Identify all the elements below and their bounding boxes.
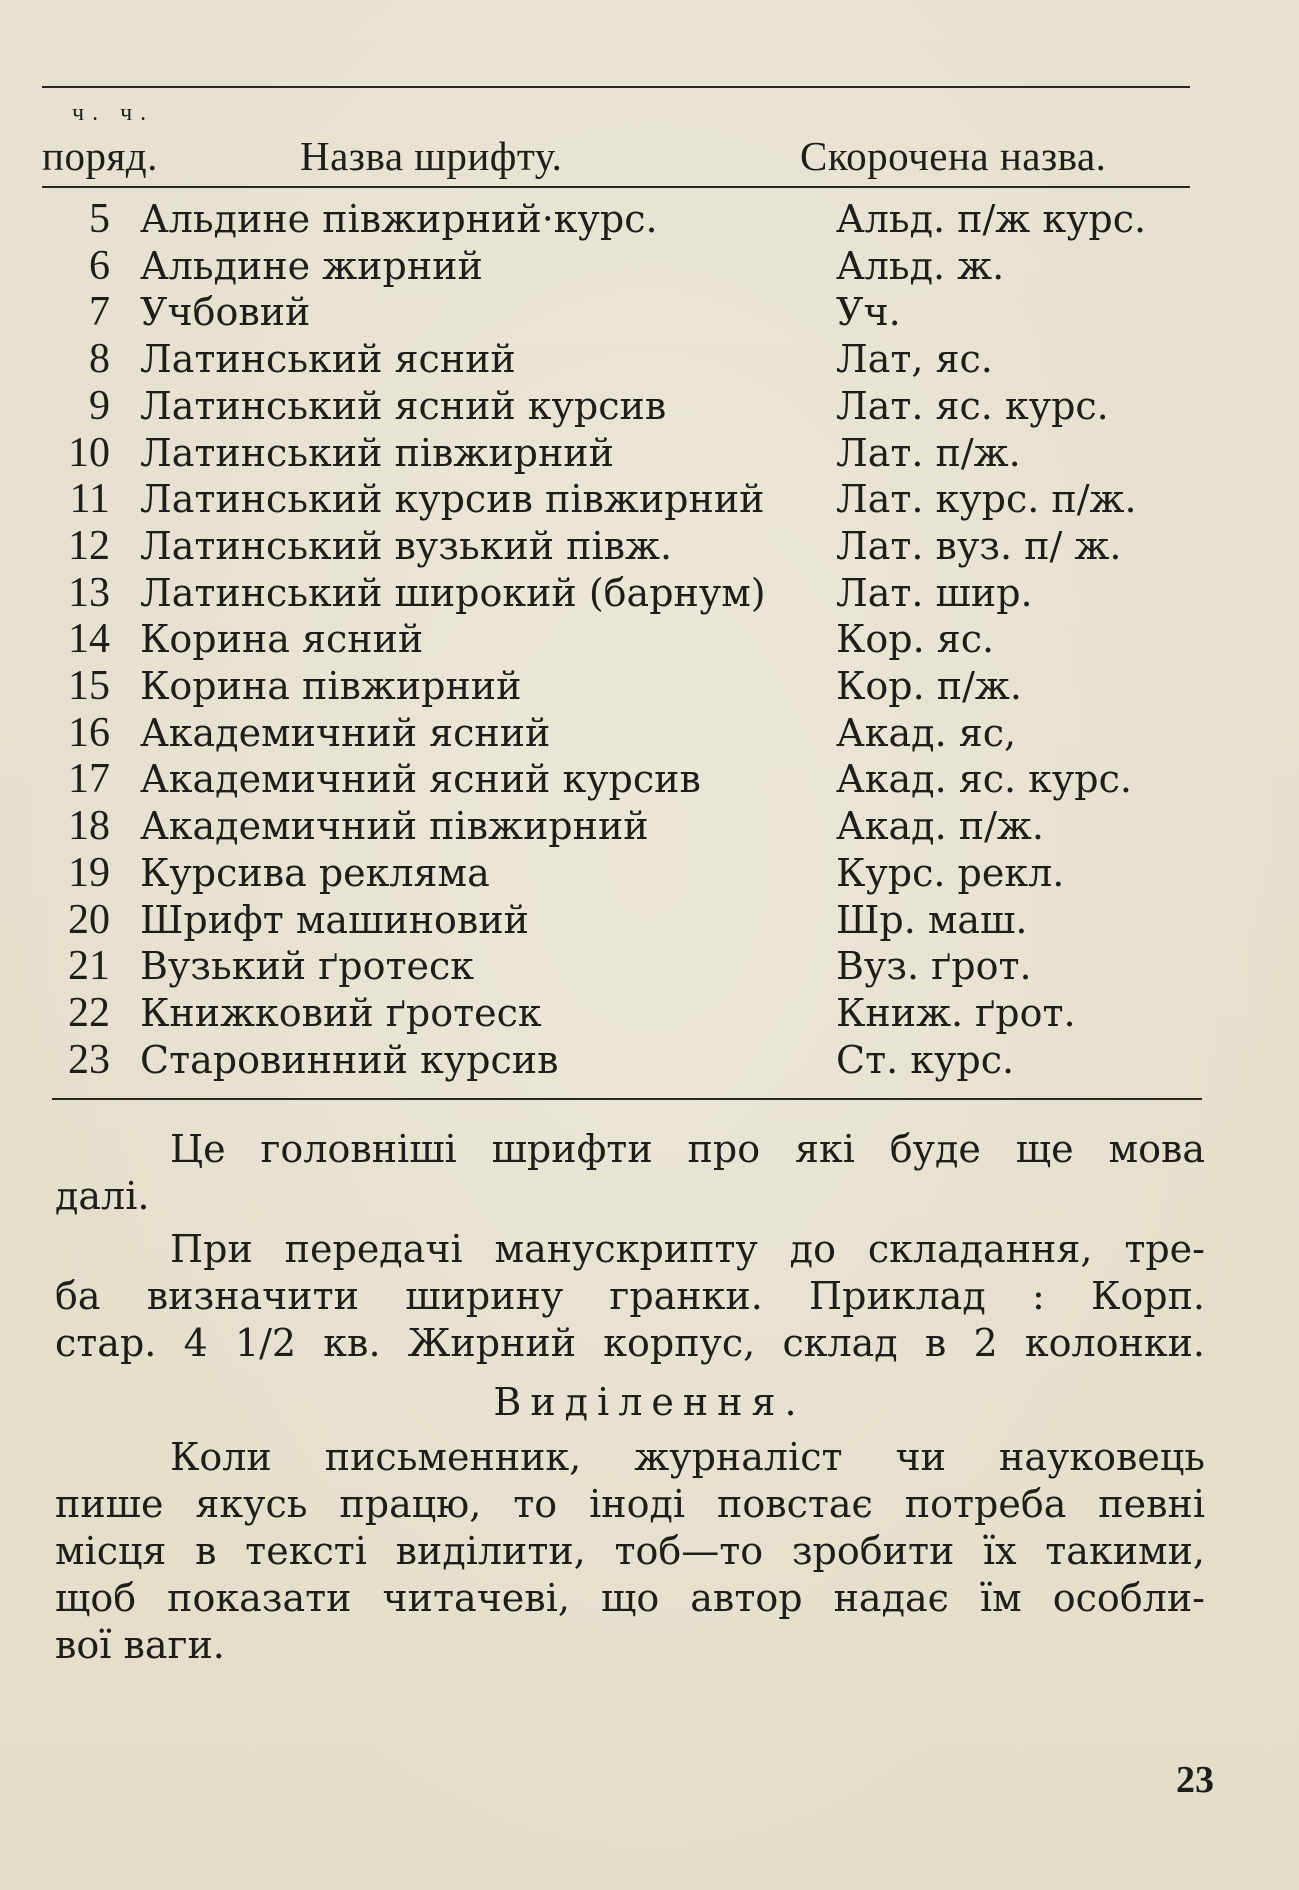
font-name: Альдине півжирний·курс. (140, 197, 658, 241)
table-row (40, 663, 1210, 710)
paragraph-line: далі. (55, 1174, 150, 1218)
table-row (40, 430, 1210, 477)
row-number: 10 (68, 429, 110, 476)
font-abbreviation: Книж. ґрот. (836, 990, 1076, 1035)
font-name: Корина півжирний (140, 664, 522, 709)
row-number: 19 (68, 849, 110, 896)
row-number: 14 (68, 616, 110, 663)
font-name: Вузький ґротеск (140, 944, 475, 989)
table-row (40, 196, 1210, 243)
table-row (40, 1037, 1210, 1084)
header-num-abbrev: ч. ч. (72, 100, 155, 126)
font-name: Книжковий ґротеск (140, 990, 542, 1035)
font-abbreviation: Курс. рекл. (836, 850, 1065, 895)
row-number: 20 (68, 896, 110, 943)
font-abbreviation: Лат. вуз. п/ ж. (836, 523, 1122, 568)
font-name: Академичний ясний (140, 710, 551, 755)
font-name: Корина ясний (140, 617, 424, 662)
font-abbreviation: Акад. п/ж. (836, 804, 1044, 849)
font-name: Латинський широкий (барнум) (140, 570, 766, 615)
font-name: Академичний ясний курсив (140, 757, 701, 802)
font-abbreviation: Лат. курс. п/ж. (836, 477, 1137, 522)
top-rule (42, 86, 1190, 88)
font-name: Латинський ясний (140, 337, 516, 382)
font-name: Латинський ясний курсив (140, 383, 667, 428)
table-bottom-rule (52, 1098, 1202, 1100)
table-row (40, 383, 1210, 430)
font-abbreviation: Шр. маш. (836, 897, 1028, 942)
paragraph-main-fonts (55, 1126, 1205, 1220)
font-name: Курсива рекляма (140, 850, 490, 895)
row-number: 23 (68, 1036, 110, 1083)
paragraph-line: щоб показати читачеві, що автор надає їм особли- (55, 1576, 1205, 1620)
row-number: 17 (68, 756, 110, 803)
font-abbreviation: Лат. п/ж. (836, 430, 1021, 475)
row-number: 21 (68, 943, 110, 990)
header-col-number: поряд. (42, 133, 158, 179)
font-abbreviation: Акад. яс. курс. (836, 757, 1132, 802)
font-table-body (40, 196, 1210, 1083)
font-table (40, 196, 1210, 1083)
table-row (40, 336, 1210, 383)
paragraph-line: місця в тексті виділити, тоб—то зробити їх такими, (55, 1529, 1205, 1573)
font-abbreviation: Лат. шир. (836, 570, 1033, 615)
paragraph-line: стар. 4 1/2 кв. Жирний корпус, склад в 2 колонки. (55, 1321, 1205, 1365)
row-number: 6 (89, 242, 110, 289)
font-name: Латинський вузький півж. (140, 523, 673, 568)
header-col-name: Назва шрифту. (300, 133, 563, 179)
table-row (40, 523, 1210, 570)
font-abbreviation: Альд. ж. (836, 243, 1005, 288)
row-number: 12 (68, 522, 110, 569)
table-row (40, 850, 1210, 897)
row-number: 22 (68, 989, 110, 1036)
header-rule (42, 186, 1190, 188)
section-heading: Виділення. (493, 1380, 806, 1424)
table-row (40, 990, 1210, 1037)
font-abbreviation: Акад. яс, (836, 710, 1017, 755)
font-abbreviation: Кор. яс. (836, 617, 995, 662)
table-row (40, 803, 1210, 850)
row-number: 15 (68, 663, 110, 710)
font-name: Академичний півжирний (140, 804, 649, 849)
row-number: 11 (69, 476, 110, 523)
table-row (40, 243, 1210, 290)
table-row (40, 710, 1210, 757)
paragraph-line: При передачі манускрипту до складання, тре- (170, 1227, 1205, 1271)
row-number: 8 (89, 336, 110, 383)
font-name: Старовинний курсив (140, 1037, 559, 1082)
row-number: 18 (68, 803, 110, 850)
font-name: Учбовий (140, 290, 311, 335)
paragraph-line: Це головніші шрифти про які буде ще мова (170, 1127, 1205, 1171)
table-row (40, 897, 1210, 944)
font-abbreviation: Альд. п/ж курс. (836, 197, 1147, 241)
row-number: 7 (89, 289, 110, 336)
paragraph-manuscript (55, 1226, 1205, 1367)
font-name: Альдине жирний (140, 243, 483, 288)
table-row (40, 289, 1210, 336)
font-name: Латинський півжирний (140, 430, 614, 475)
header-col-abbreviation: Скорочена назва. (800, 133, 1107, 179)
paragraph-line: вої ваги. (55, 1623, 225, 1667)
table-row (40, 756, 1210, 803)
table-row (40, 570, 1210, 617)
paragraph-emphasis (55, 1434, 1205, 1669)
table-row (40, 616, 1210, 663)
font-name: Латинський курсив півжирний (140, 477, 765, 522)
table-row (40, 476, 1210, 523)
font-abbreviation: Ст. курс. (836, 1037, 1015, 1082)
paragraph-line: ба визначити ширину гранки. Приклад : Корп. (55, 1274, 1205, 1318)
table-row (40, 943, 1210, 990)
font-abbreviation: Уч. (836, 290, 901, 335)
row-number: 9 (89, 382, 110, 429)
paragraph-line: пише якусь працю, то іноді повстає потреба певні (55, 1482, 1205, 1526)
page-number: 23 (1176, 1759, 1214, 1801)
font-abbreviation: Лат, яс. (836, 337, 993, 382)
row-number: 16 (68, 709, 110, 756)
font-abbreviation: Кор. п/ж. (836, 664, 1022, 709)
font-name: Шрифт машиновий (140, 897, 529, 942)
font-abbreviation: Лат. яс. курс. (836, 383, 1109, 428)
row-number: 5 (89, 196, 110, 242)
paragraph-line: Коли письменник, журналіст чи науковець (170, 1435, 1205, 1479)
row-number: 13 (68, 569, 110, 616)
font-abbreviation: Вуз. ґрот. (836, 944, 1032, 989)
